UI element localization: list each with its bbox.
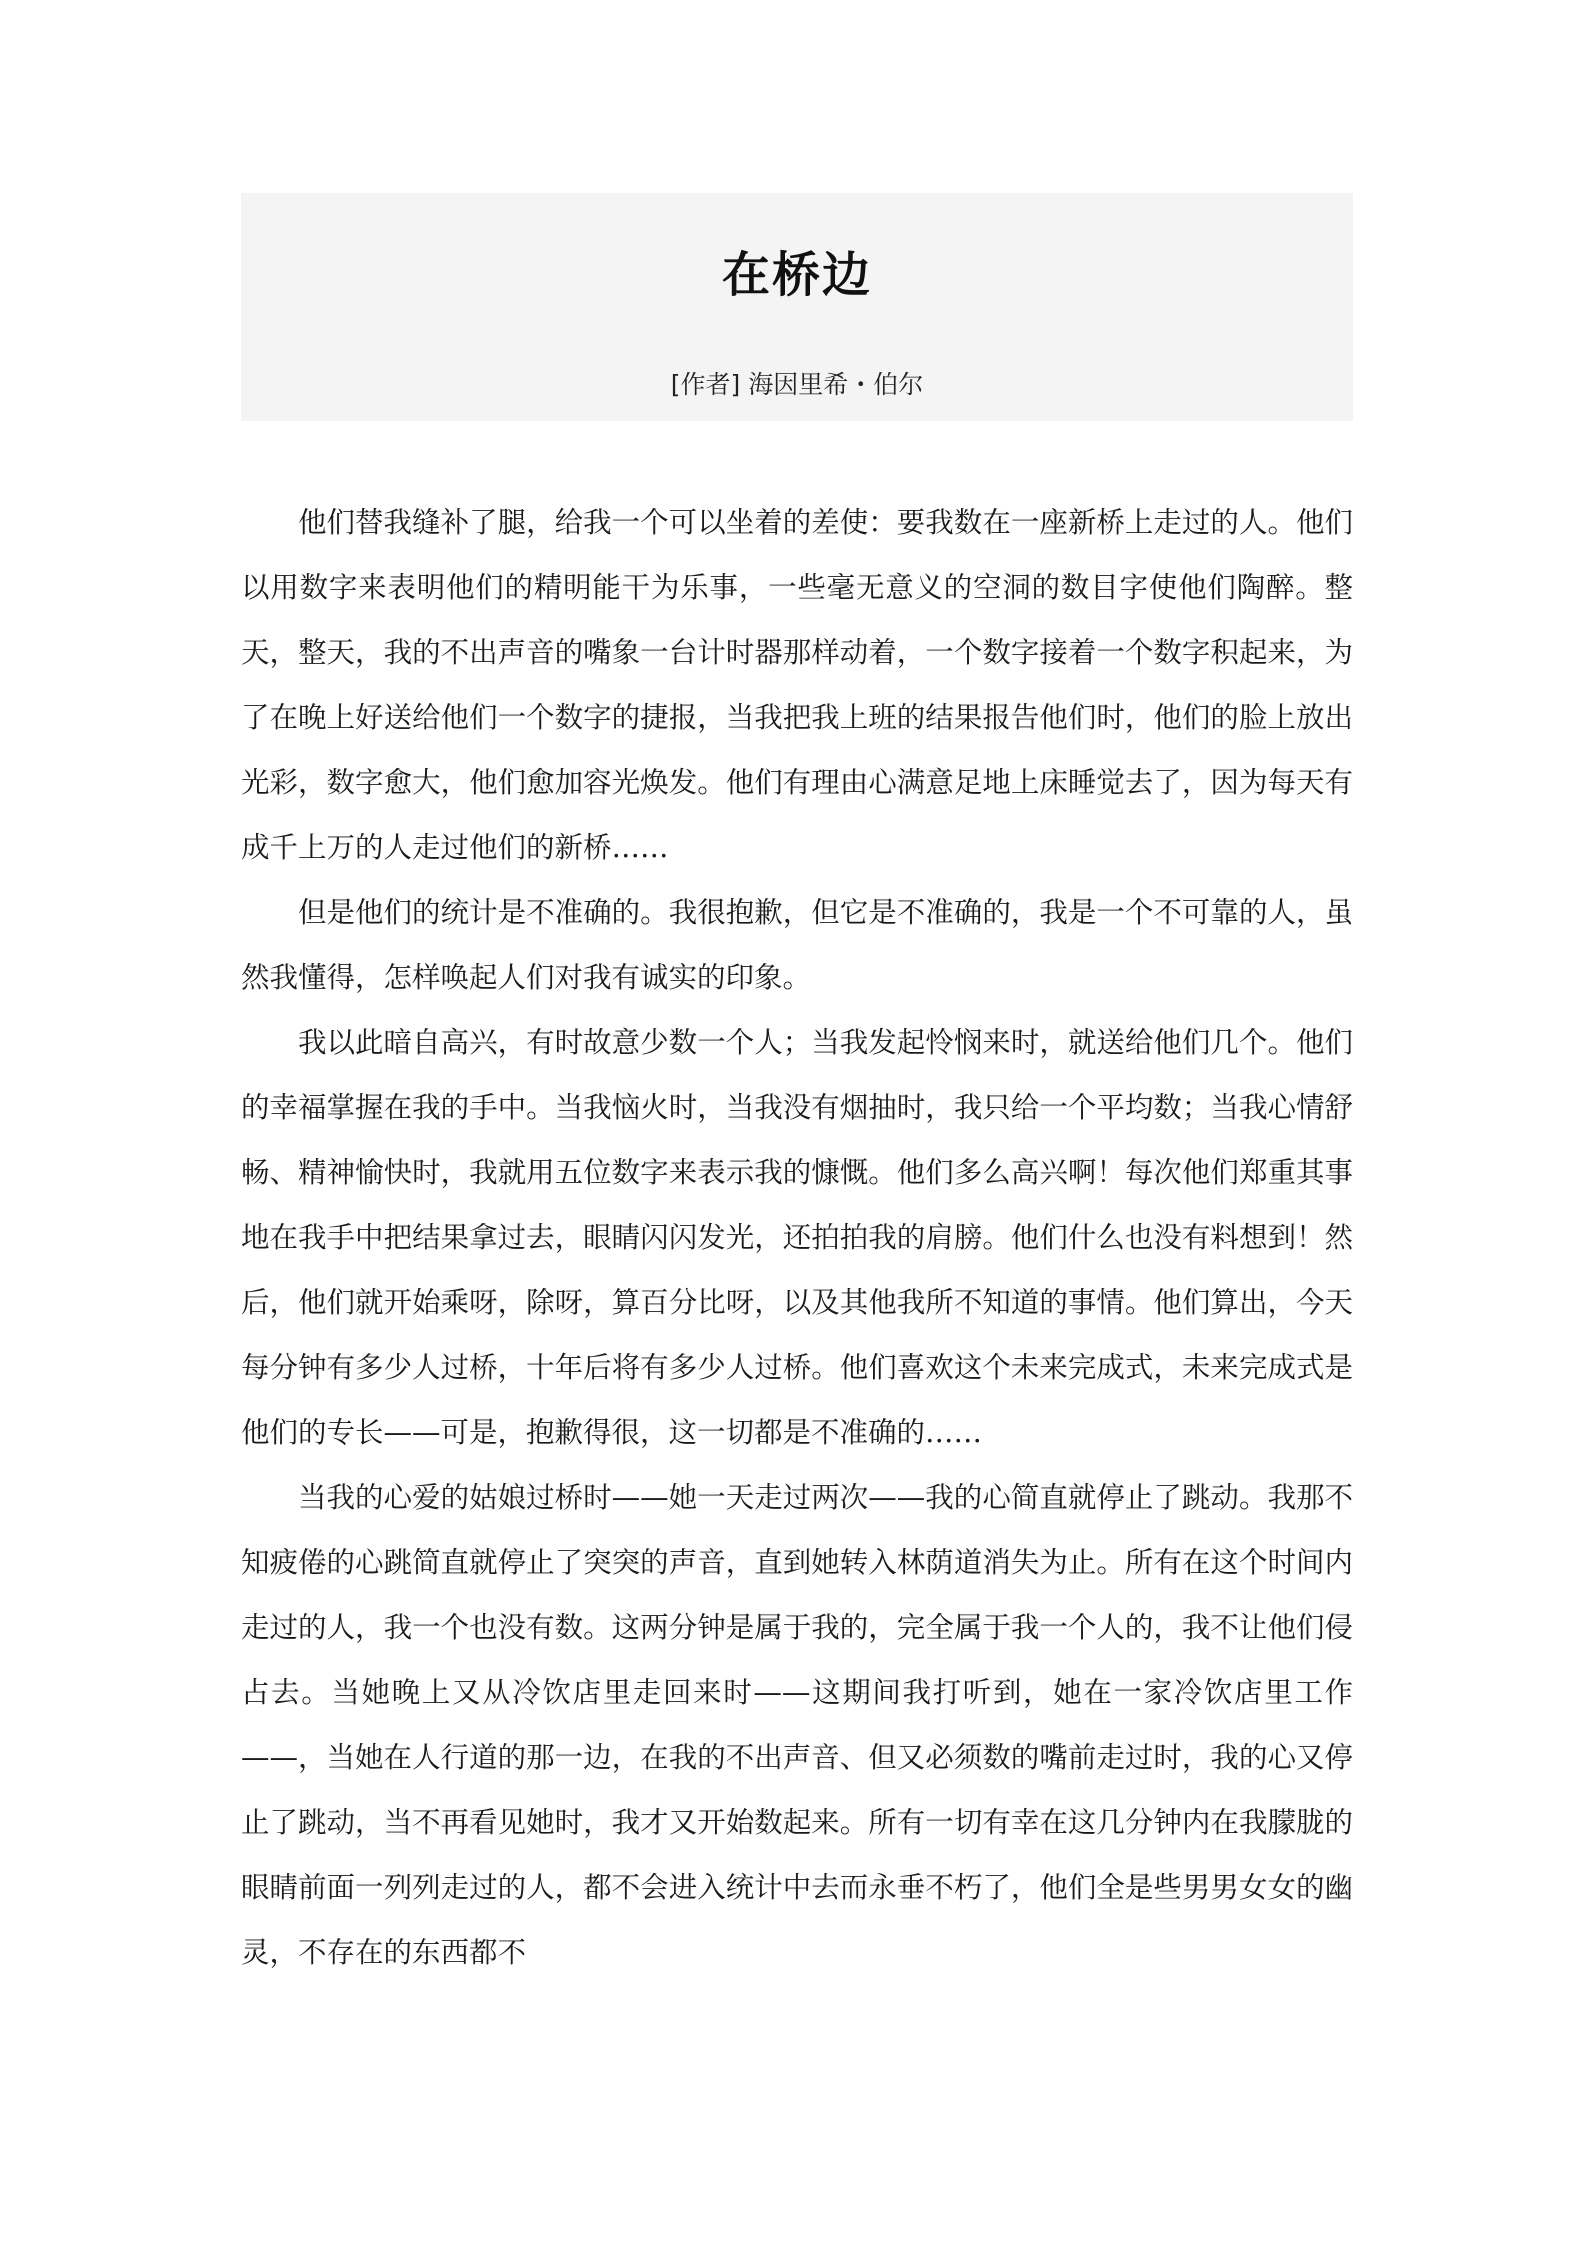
title-header: [241, 193, 1353, 421]
author-byline: [241, 369, 1353, 401]
author-name: 海因里希・伯尔: [748, 370, 924, 399]
paragraph: 我以此暗自高兴，有时故意少数一个人；当我发起怜悯来时，就送给他们几个。他们的幸福掌握在我的手中。当我恼火时，当我没有烟抽时，我只给一个平均数；当我心情舒畅、精神愉快时，我就用五位数字来表示我的慷慨。他们多么高兴啊！每次他们郑重其事地在我手中把结果拿过去，眼睛闪闪发光，还拍拍我的肩膀。他们什么也没有料想到！然后，他们就开始乘呀，除呀，算百分比呀，以及其他我所不知道的事情。他们算出，今天每分钟有多少人过桥，十年后将有多少人过桥。他们喜欢这个未来完成式，未来完成式是他们的专长——可是，抱歉得很，这一切都是不准确的……: [241, 1026, 1353, 1449]
author-label: [作者]: [670, 370, 741, 399]
document-title: 在桥边: [721, 247, 872, 303]
article-body: [241, 490, 1353, 1985]
paragraph: 但是他们的统计是不准确的。我很抱歉，但它是不准确的，我是一个不可靠的人，虽然我懂得，怎样唤起人们对我有诚实的印象。: [241, 896, 1353, 994]
paragraph: 他们替我缝补了腿，给我一个可以坐着的差使：要我数在一座新桥上走过的人。他们以用数字来表明他们的精明能干为乐事，一些毫无意义的空洞的数目字使他们陶醉。整天，整天，我的不出声音的嘴象一台计时器那样动着，一个数字接着一个数字积起来，为了在晚上好送给他们一个数字的捷报，当我把我上班的结果报告他们时，他们的脸上放出光彩，数字愈大，他们愈加容光焕发。他们有理由心满意足地上床睡觉去了，因为每天有成千上万的人走过他们的新桥……: [241, 506, 1353, 864]
paragraph: 当我的心爱的姑娘过桥时——她一天走过两次——我的心简直就停止了跳动。我那不知疲倦的心跳简直就停止了突突的声音，直到她转入林荫道消失为止。所有在这个时间内走过的人，我一个也没有数。这两分钟是属于我的，完全属于我一个人的，我不让他们侵占去。当她晚上又从冷饮店里走回来时——这期间我打听到，她在一家冷饮店里工作——，当她在人行道的那一边，在我的不出声音、但又必须数的嘴前走过时，我的心又停止了跳动，当不再看见她时，我才又开始数起来。所有一切有幸在这几分钟内在我朦胧的眼睛前面一列列走过的人，都不会进入统计中去而永垂不朽了，他们全是些男男女女的幽灵，不存在的东西都不: [241, 1481, 1353, 1969]
